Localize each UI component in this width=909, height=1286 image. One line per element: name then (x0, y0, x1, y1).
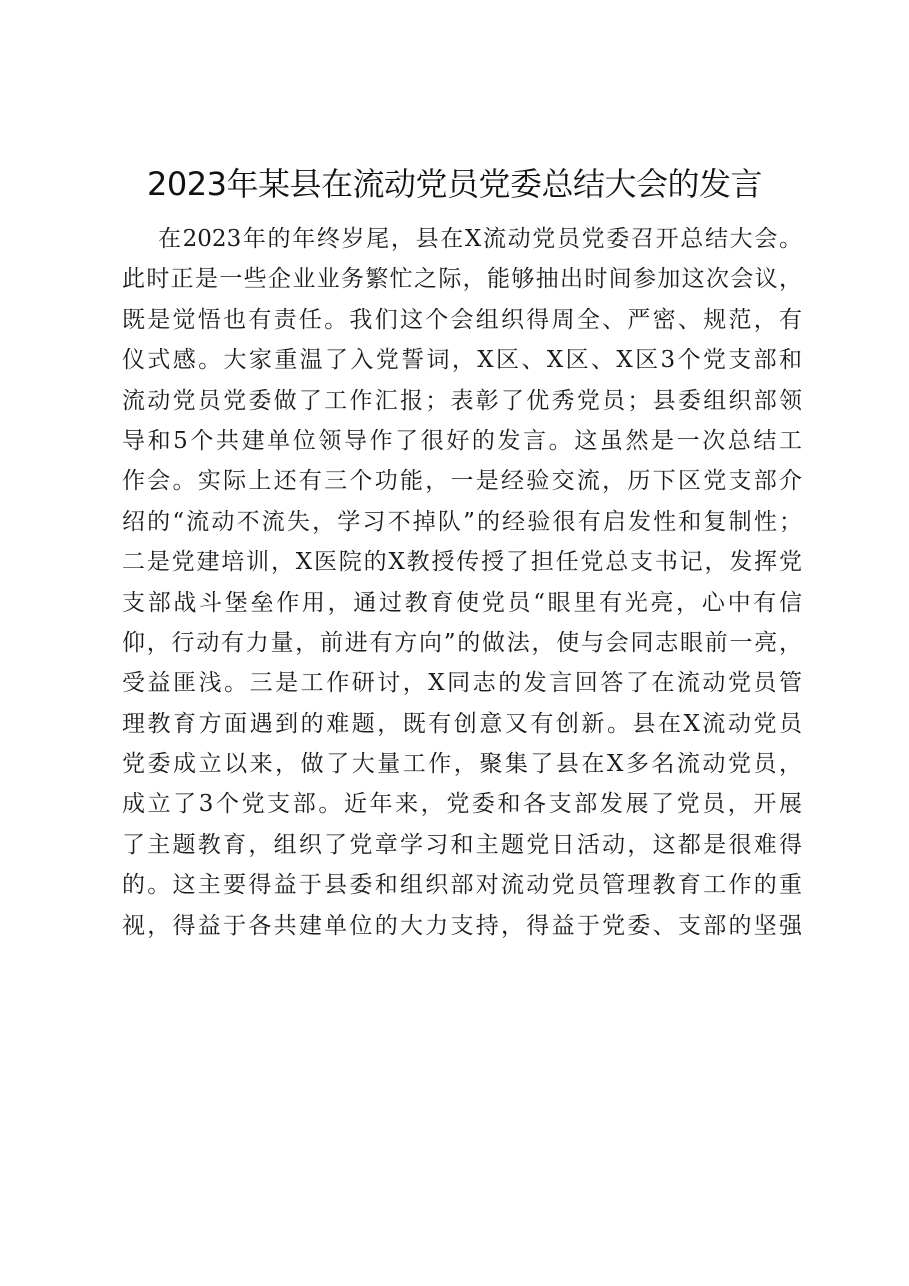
document-body (122, 219, 802, 946)
paragraph-line: 仪式感。大家重温了入党誓词，X区、X区、X区3个党支部和 (122, 347, 802, 374)
paragraph-line: 仰，行动有力量，前进有方向”的做法，使与会同志眼前一亮， (122, 629, 802, 656)
paragraph-line: 受益匪浅。三是工作研讨，X同志的发言回答了在流动党员管 (122, 670, 802, 697)
paragraph-line: 既是觉悟也有责任。我们这个会组织得周全、严密、规范，有 (122, 306, 802, 333)
paragraph-line: 绍的“流动不流失，学习不掉队”的经验很有启发性和复制性； (122, 508, 802, 535)
paragraph-line: 成立了3个党支部。近年来，党委和各支部发展了党员，开展 (122, 791, 802, 818)
document-title: 2023年某县在流动党员党委总结大会的发言 (147, 165, 762, 203)
paragraph-line: 视，得益于各共建单位的大力支持，得益于党委、支部的坚强 (122, 912, 802, 939)
paragraph-line: 作会。实际上还有三个功能，一是经验交流，历下区党支部介 (122, 468, 802, 495)
paragraph-line: 党委成立以来，做了大量工作，聚集了县在X多名流动党员， (122, 751, 802, 778)
paragraph-line: 理教育方面遇到的难题，既有创意又有创新。县在X流动党员 (122, 710, 802, 737)
paragraph-line: 在2023年的年终岁尾，县在X流动党员党委召开总结大会。 (158, 226, 802, 252)
paragraph-line: 二是党建培训，X医院的X教授传授了担任党总支书记，发挥党 (122, 549, 802, 576)
paragraph-line: 的。这主要得益于县委和组织部对流动党员管理教育工作的重 (122, 872, 802, 899)
paragraph-line: 流动党员党委做了工作汇报；表彰了优秀党员；县委组织部领 (122, 387, 802, 414)
paragraph-line: 导和5个共建单位领导作了很好的发言。这虽然是一次总结工 (122, 427, 802, 454)
paragraph-line: 支部战斗堡垒作用，通过教育使党员“眼里有光亮，心中有信 (122, 589, 802, 616)
paragraph-line: 此时正是一些企业业务繁忙之际，能够抽出时间参加这次会议， (122, 266, 802, 293)
paragraph-line: 了主题教育，组织了党章学习和主题党日活动，这都是很难得 (122, 831, 802, 858)
